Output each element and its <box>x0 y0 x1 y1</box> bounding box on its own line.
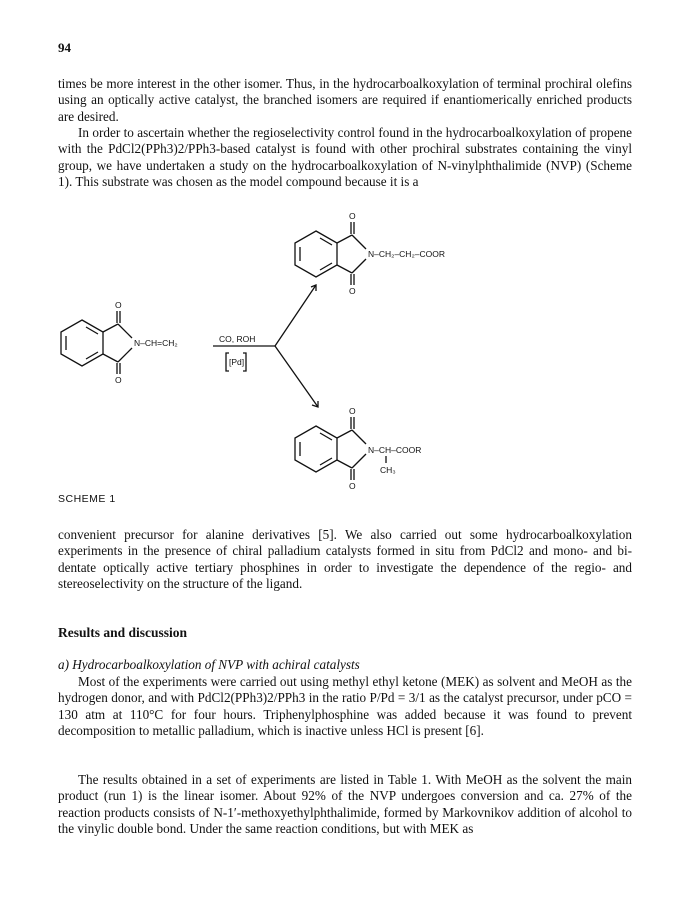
o-label: O <box>349 406 356 416</box>
section-heading: Results and discussion <box>58 625 188 640</box>
paragraph-1: times be more interest in the other isomer. Thus, in the hydrocarboalkoxylation of terminal prochiral olefins using an optically active catalyst, the branched isomers are required if enantiomerically enriched products are desired. <box>58 76 632 124</box>
paragraph-2: In order to ascertain whether the regioselectivity control found in the hydrocarboalkoxylation of propene with the PdCl2(PPh3)2/PPh3-based catalyst is found with other prochiral substrates containing the vinyl group, we have undertaken a study on the hydrocarboalkoxylation of N-vinylphthalimide (NVP) (Scheme 1). This substrate was chosen as the model compound because it is a <box>58 125 632 189</box>
reagents-label: CO, ROH <box>219 334 256 344</box>
substrate-label: N–CH=CH₂ <box>134 338 178 348</box>
branched-product-label: N–CH–COOR <box>368 445 422 455</box>
substrate-structure <box>61 311 132 374</box>
reaction-arrows <box>213 285 318 407</box>
page-number: 94 <box>58 40 71 55</box>
linear-product-label: N–CH₂–CH₂–COOR <box>368 249 445 259</box>
o-label: O <box>115 300 122 310</box>
methyl-label: CH₃ <box>380 465 396 475</box>
scheme-1-figure <box>0 205 676 505</box>
paragraph-5: The results obtained in a set of experiments are listed in Table 1. With MeOH as the solvent the main product (run 1) is the linear isomer. About 92% of the NVP undergoes conversion and ca. 27% of the reaction products consists of N-1′-methoxyethylphthalimide, formed by Markovnikov addition of alcohol to the vinylic double bond. Under the same reaction conditions, but with MEK as <box>58 772 632 836</box>
scheme-caption: SCHEME 1 <box>58 493 116 505</box>
o-label: O <box>349 211 356 221</box>
paragraph-3: convenient precursor for alanine derivatives [5]. We also carried out some hydrocarboalkoxylation experiments in the presence of chiral palladium catalysts formed in situ from PdCl2 and mono- and bi-dentate optically active tertiary phosphines in order to investigate the dependence of the regio- and stereoselectivity on the structure of the ligand. <box>58 527 632 591</box>
subsection-heading: a) Hydrocarboalkoxylation of NVP with achiral catalysts <box>58 657 360 672</box>
paragraph-4: Most of the experiments were carried out using methyl ethyl ketone (MEK) as solvent and MeOH as the hydrogen donor, and with PdCl2(PPh3)2/PPh3 in the ratio P/Pd = 3/1 as the catalyst precursor, under pCO = 130 atm at 110°C for four hours. Triphenylphosphine was added because it was found to prevent decomposition to metallic palladium, which is inactive unless HCl is present [6]. <box>58 674 632 738</box>
o-label: O <box>115 375 122 385</box>
catalyst-label: [Pd] <box>229 357 245 367</box>
linear-product-structure <box>295 222 366 285</box>
o-label: O <box>349 286 356 296</box>
o-label: O <box>349 481 356 491</box>
